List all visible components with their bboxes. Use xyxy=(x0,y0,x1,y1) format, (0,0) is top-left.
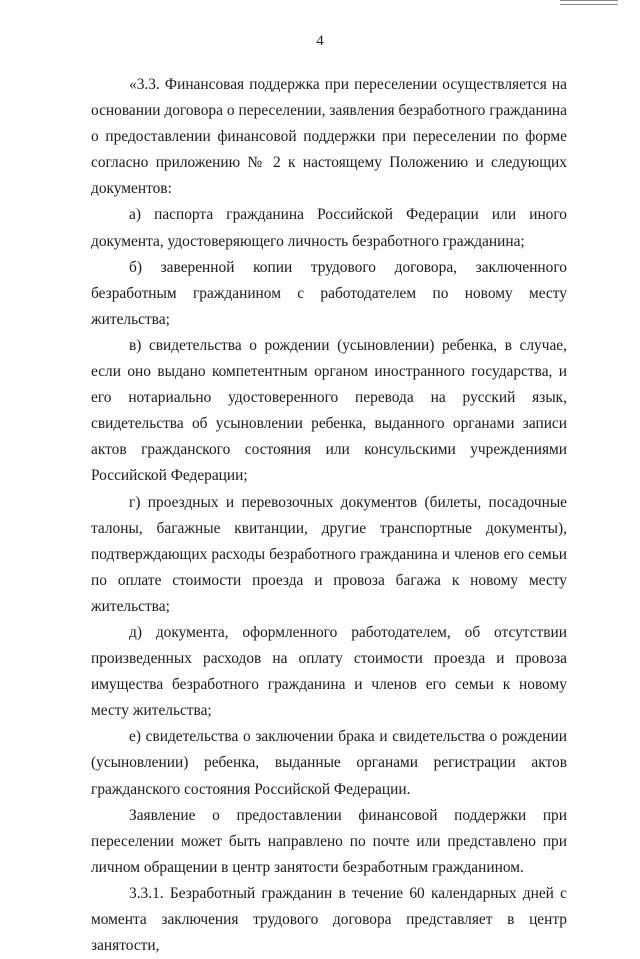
page-number: 4 xyxy=(316,33,324,49)
list-item-g: г) проездных и перевозочных документов (билеты, посадочные талоны, багажные квитанции, другие транспортные документы), подтверждающих расходы безработного гражданина и членов его семьи по оплате стоимости проезда и провоза багажа к новому месту жительства; xyxy=(91,493,567,615)
document-body xyxy=(91,72,567,959)
list-item-e: е) свидетельства о заключении брака и свидетельства о рождении (усыновлении) ребенка, выданные органами регистрации актов гражданского состояния Российской Федерации. xyxy=(91,728,567,798)
paragraph-3-3-1: 3.3.1. Безработный гражданин в течение 60 календарных дней с момента заключения трудового договора представляет в центр занятости, xyxy=(91,884,567,955)
list-item-d: д) документа, оформленного работодателем, об отсутствии произведенных расходов на оплату стоимости проезда и провоза имущества безработного гражданина и членов его семьи к новому месту жительства; xyxy=(91,623,567,720)
list-item-b: б) заверенной копии трудового договора, заключенного безработным гражданином с работодателем по новому месту жительства; xyxy=(91,258,567,328)
list-item-v: в) свидетельства о рождении (усыновлении) ребенка, в случае, если оно выдано компетентным органом иностранного государства, и его нотариально удостоверенного перевода на русский язык, свидетельства об усыновлении ребенка, выданного органами записи актов гражданского состояния или консульскими учреждениями Российской Федерации; xyxy=(91,336,567,485)
corner-stamp-mark xyxy=(560,0,618,5)
list-item-a: а) паспорта гражданина Российской Федерации или иного документа, удостоверяющего личность безработного гражданина; xyxy=(91,206,567,250)
paragraph-3-3: «3.3. Финансовая поддержка при переселении осуществляется на основании договора о переселении, заявления безработного гражданина о предоставлении финансовой поддержки при переселении по форме согласно приложению № 2 к настоящему Положению и следующих документов: xyxy=(91,76,567,198)
paragraph-application: Заявление о предоставлении финансовой поддержки при переселении может быть направлено по почте или представлено при личном обращении в центр занятости безработным гражданином. xyxy=(91,806,567,876)
